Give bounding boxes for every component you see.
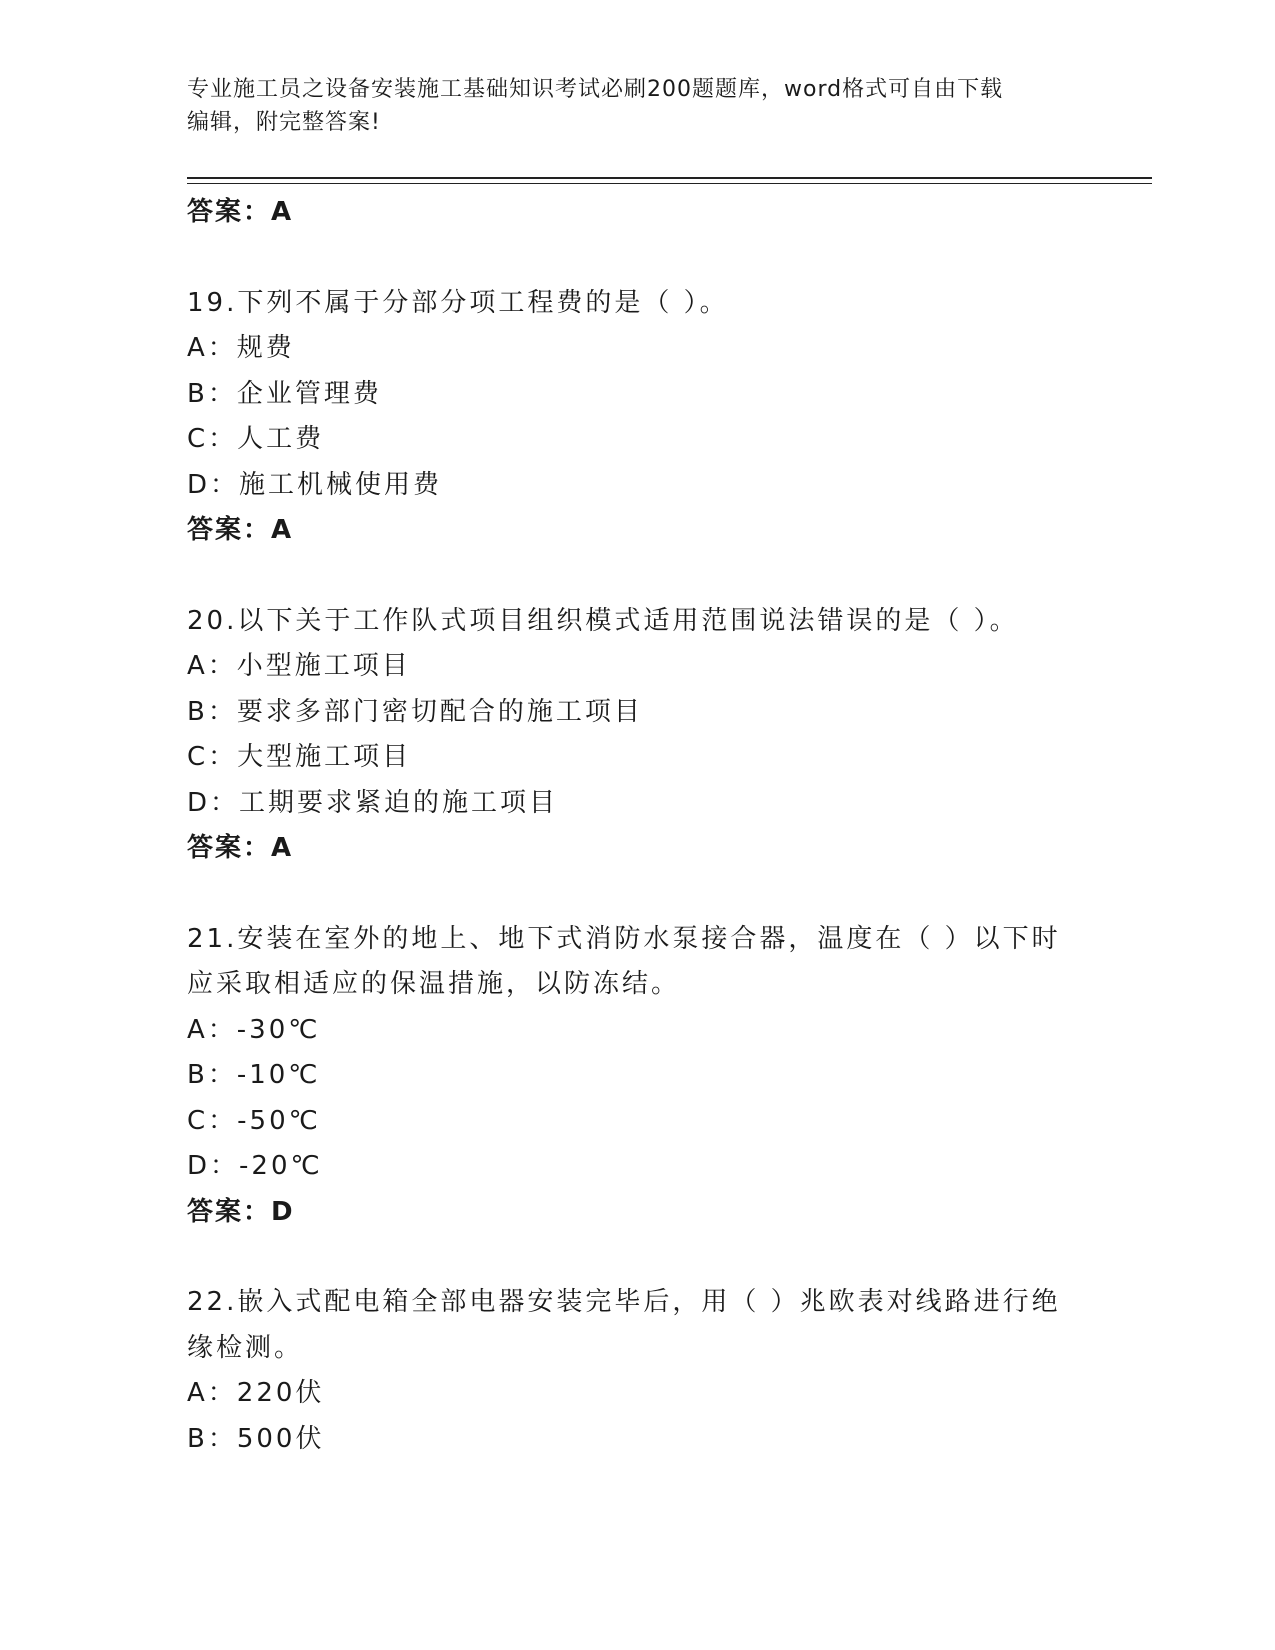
option-d: D：工期要求紧迫的施工项目 [187, 787, 559, 818]
option-a: A：规费 [187, 333, 295, 363]
spacer [187, 236, 1067, 281]
option-a: A：小型施工项目 [187, 651, 411, 681]
question-22 [187, 1280, 1067, 1462]
option-c: C：人工费 [187, 424, 325, 454]
spacer [187, 554, 1067, 599]
option-b: B：500伏 [187, 1423, 325, 1454]
spacer [187, 872, 1067, 917]
previous-answer: 答案：A [187, 197, 294, 227]
header-line-2: 编辑，附完整答案! [187, 110, 381, 135]
question-stem-continued: 应采取相适应的保温措施，以防冻结。 [187, 969, 681, 999]
option-b: B：要求多部门密切配合的施工项目 [187, 696, 643, 727]
question-stem: 19.下列不属于分部分项工程费的是（ ）。 [187, 287, 729, 318]
option-d: D：施工机械使用费 [187, 469, 443, 500]
spacer [187, 1235, 1067, 1280]
option-b: B：企业管理费 [187, 378, 382, 409]
document-header [187, 73, 1067, 139]
question-list [187, 190, 1067, 1462]
header-rule-thin [187, 183, 1152, 184]
question-19 [187, 281, 1067, 554]
header-rule-thick [187, 177, 1152, 179]
option-d: D：-20℃ [187, 1151, 323, 1181]
answer: 答案：D [187, 1196, 295, 1227]
question-stem: 22.嵌入式配电箱全部电器安装完毕后，用（ ）兆欧表对线路进行绝 [187, 1287, 1061, 1317]
question-20 [187, 599, 1067, 872]
option-c: C：大型施工项目 [187, 742, 412, 772]
question-stem: 20.以下关于工作队式项目组织模式适用范围说法错误的是（ ）。 [187, 605, 1019, 636]
option-a: A：220伏 [187, 1378, 325, 1408]
option-a: A：-30℃ [187, 1014, 321, 1045]
option-c: C：-50℃ [187, 1105, 321, 1136]
question-stem: 21.安装在室外的地上、地下式消防水泵接合器，温度在（ ）以下时 [187, 923, 1061, 954]
question-21 [187, 917, 1067, 1236]
answer: 答案：A [187, 515, 294, 545]
option-b: B：-10℃ [187, 1060, 321, 1090]
answer: 答案：A [187, 833, 294, 863]
header-line-1: 专业施工员之设备安装施工基础知识考试必刷200题题库，word格式可自由下载 [187, 77, 1004, 102]
question-stem-continued: 缘检测。 [187, 1332, 304, 1363]
